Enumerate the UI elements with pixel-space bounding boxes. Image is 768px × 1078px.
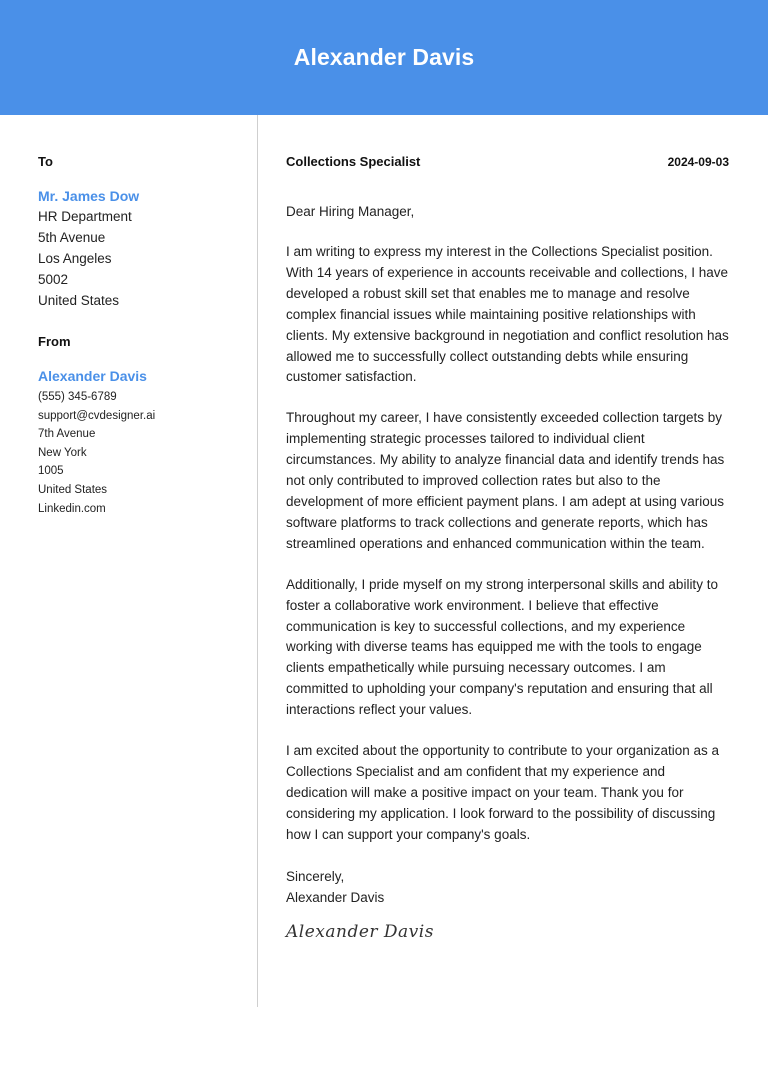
letter-body: [286, 152, 729, 942]
recipient-street: 5th Avenue: [38, 230, 106, 245]
paragraph-1: I am writing to express my interest in the Collections Specialist position. With 14 years of experience in accounts receivable and collections, I have developed a robust skill set that enables me to manage and resolve complex financial issues while maintaining positive relationships with clients. My extensive background in negotiation and conflict resolution has allowed me to successfully collect outstanding debts while ensuring customer satisfaction.: [286, 244, 729, 385]
to-label: To: [38, 154, 53, 169]
sender-phone: (555) 345-6789: [38, 391, 117, 403]
column-divider: [257, 115, 258, 1007]
handwritten-signature: Alexander Davis: [286, 921, 434, 942]
recipient-country: United States: [38, 293, 120, 308]
sender-name: Alexander Davis: [38, 368, 147, 384]
letter-date: 2024-09-03: [667, 155, 729, 169]
recipient-postal-code: 5002: [38, 272, 69, 287]
paragraph-2: Throughout my career, I have consistently exceeded collection targets by implementing strategic processes tailored to individual client circumstances. My ability to analyze financial data and identify trends has not only contributed to improved collection rates but also to the development of more efficient payment plans. I am adept at using various software platforms to track collections and generate reports, which has streamlined operations and enhanced communication within the team.: [286, 410, 725, 551]
from-label: From: [38, 334, 71, 349]
header-banner: [0, 0, 768, 115]
recipient-address: [38, 206, 238, 311]
sender-city: New York: [38, 446, 87, 459]
closing-name: Alexander Davis: [286, 889, 385, 905]
recipient-department: HR Department: [38, 209, 132, 224]
letter-topline: [286, 154, 729, 169]
sender-postal-code: 1005: [38, 465, 64, 478]
sender-linkedin: Linkedin.com: [38, 502, 106, 515]
job-title: Collections Specialist: [286, 154, 421, 169]
paragraph-4: I am excited about the opportunity to contribute to your organization as a Collections Specialist and am confident that my experience and dedication will make a positive impact on your team. Thank you for considering my application. I look forward to the possibility of discussing how I can support your company's goals.: [286, 743, 720, 842]
sender-email: support@cvdesigner.ai: [38, 409, 156, 422]
closing: [286, 866, 729, 908]
sender-street: 7th Avenue: [38, 428, 96, 441]
recipient-name: Mr. James Dow: [38, 188, 140, 204]
salutation: Dear Hiring Manager,: [286, 204, 415, 219]
paragraph-3: Additionally, I pride myself on my strong interpersonal skills and ability to foster a collaborative work environment. I believe that effective communication is key to successful collections, and my experience working with diverse teams has equipped me with the tools to engage clients empathetically while pursuing necessary outcomes. I am committed to upholding your company's reputation and ensuring that all interactions reflect your values.: [286, 576, 718, 718]
sender-country: United States: [38, 483, 108, 496]
closing-phrase: Sincerely,: [286, 868, 345, 884]
applicant-name: Alexander Davis: [293, 44, 475, 70]
sender-contact: [38, 388, 238, 518]
contact-sidebar: [38, 152, 238, 518]
recipient-city: Los Angeles: [38, 251, 112, 266]
